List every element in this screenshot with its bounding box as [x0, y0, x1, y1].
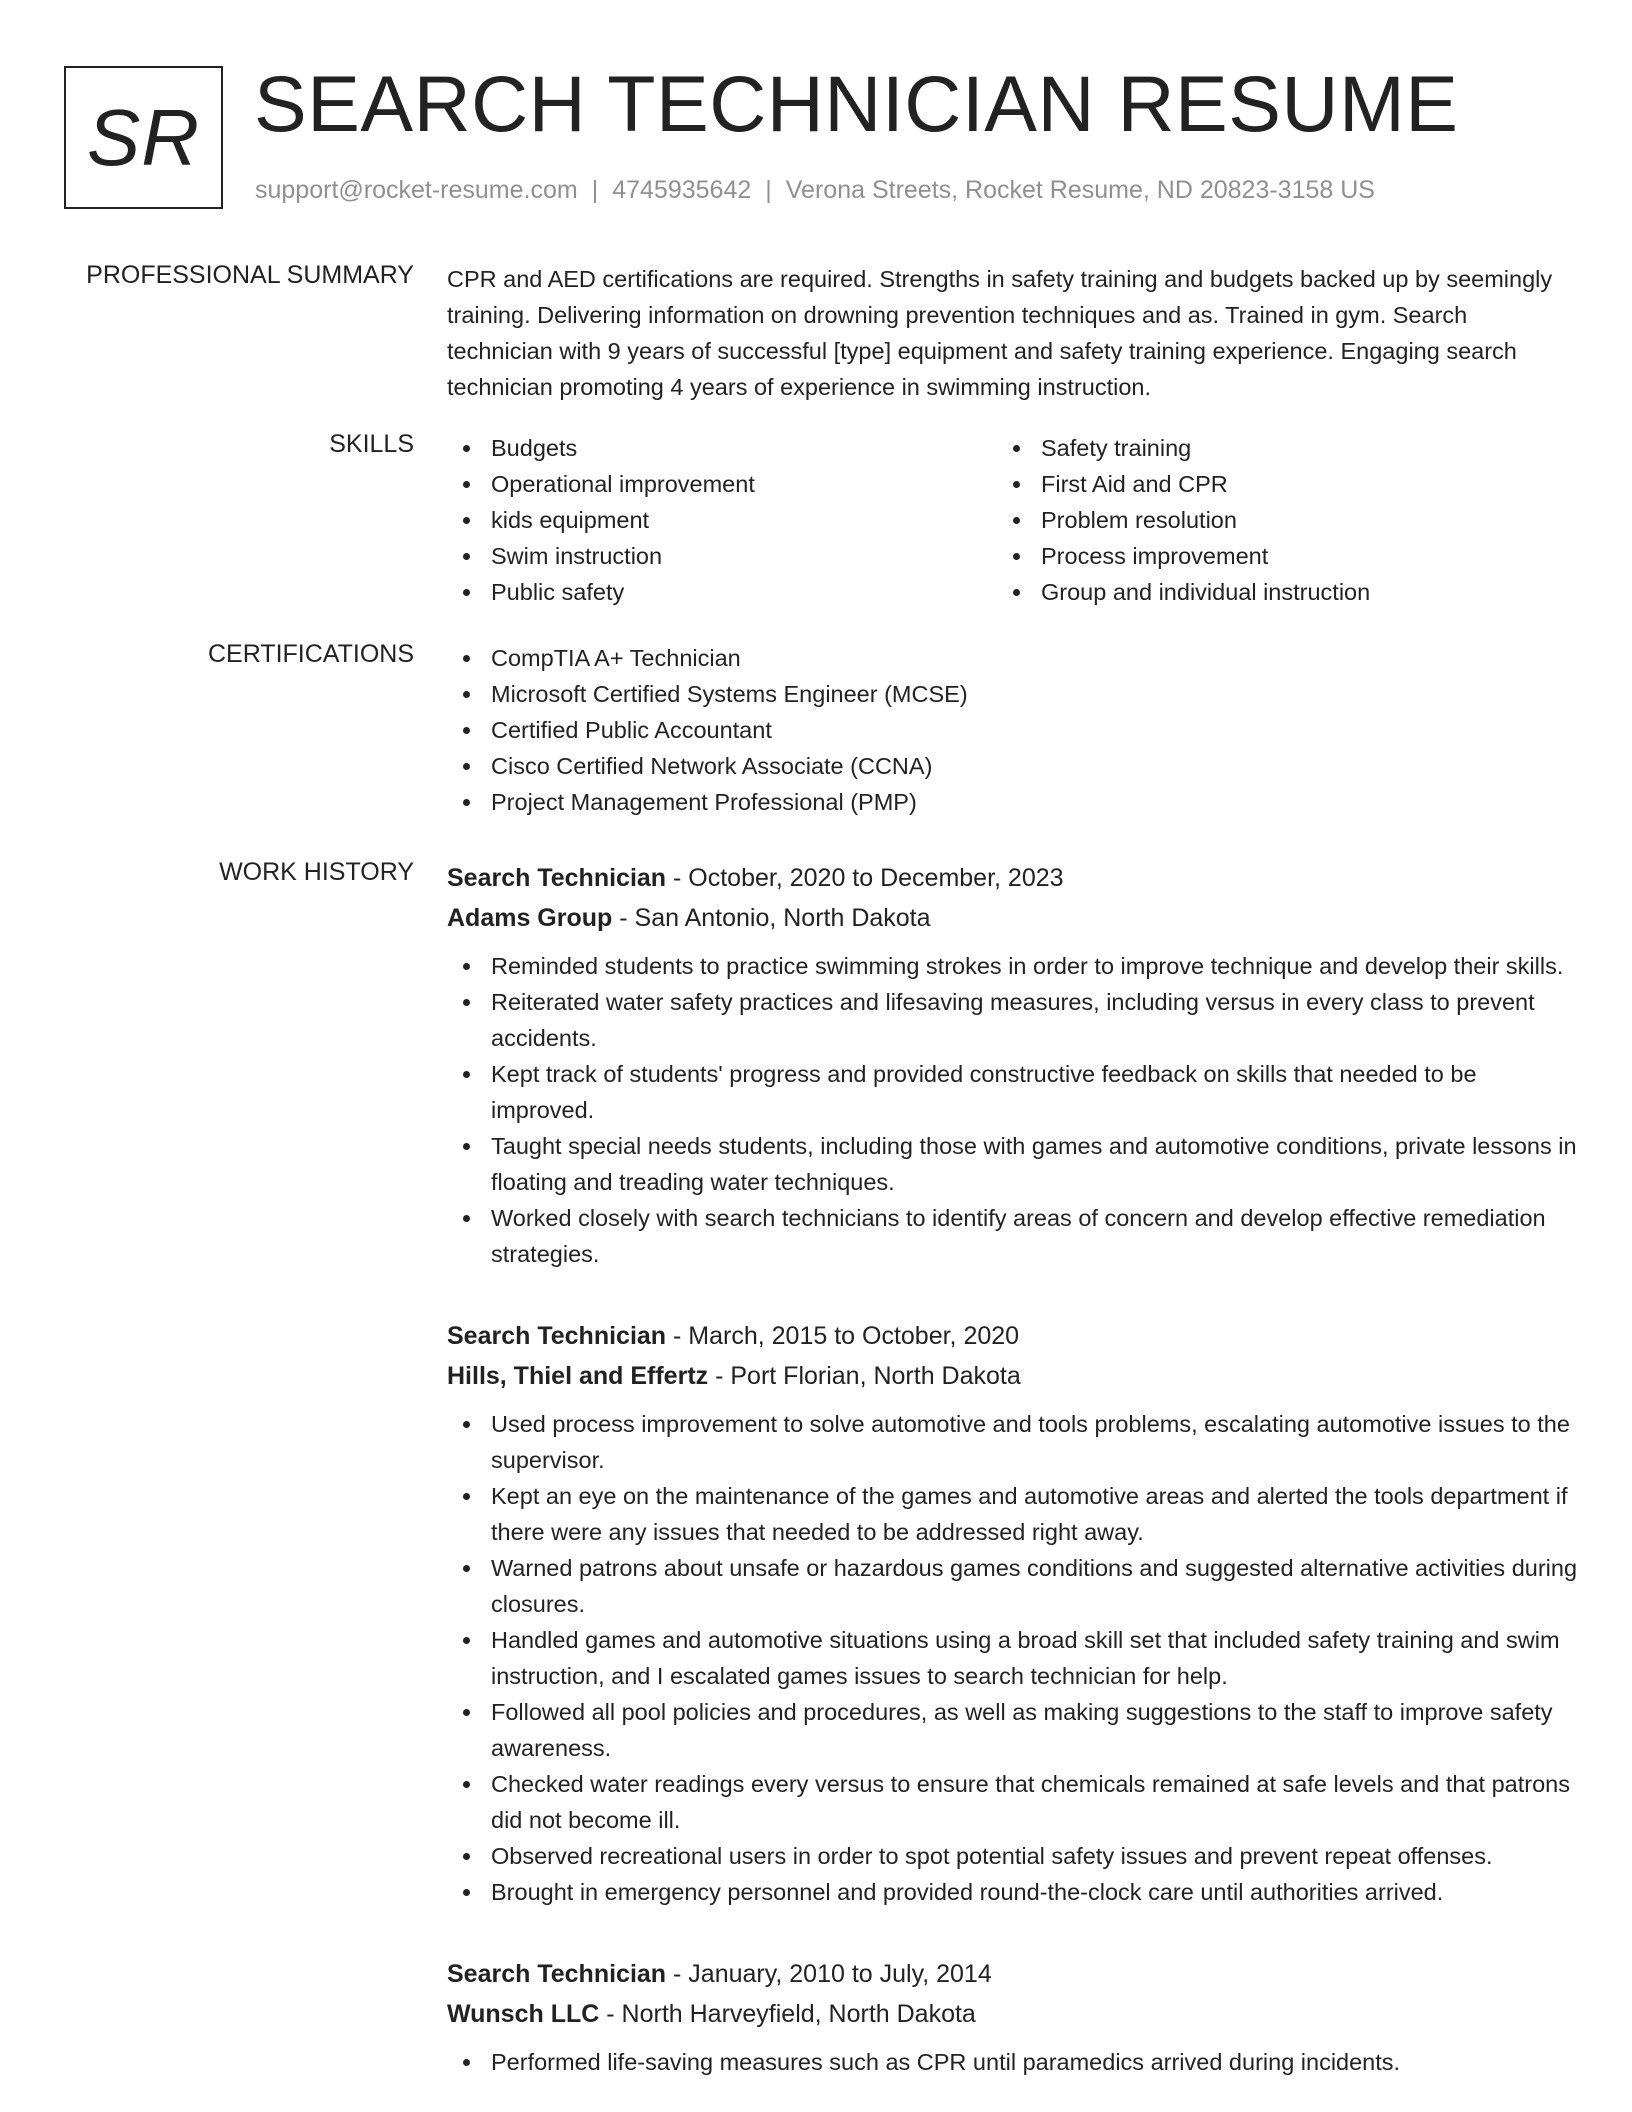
job-location: - Port Florian, North Dakota: [708, 1362, 1021, 1390]
job-duty: Used process improvement to solve automotive and tools problems, escalating automotive issues to the supervisor.: [447, 1406, 1577, 1478]
skill-item: Budgets: [447, 430, 997, 466]
job-title: Search Technician: [447, 1322, 667, 1350]
job-duty: Reminded students to practice swimming strokes in order to improve technique and develop their skills.: [447, 948, 1577, 984]
job-duty: Observed recreational users in order to spot potential safety issues and prevent repeat offenses.: [447, 1838, 1577, 1874]
job-duty: Followed all pool policies and procedures, as well as making suggestions to the staff to improve safety awareness.: [447, 1694, 1577, 1766]
job-location: - San Antonio, North Dakota: [612, 904, 931, 932]
work-history-body: [447, 858, 1577, 2080]
certification-item: Microsoft Certified Systems Engineer (MCSE): [447, 676, 1577, 712]
job-entry: [447, 1316, 1577, 1910]
skills-column-left: [447, 430, 997, 610]
work-history-heading: WORK HISTORY: [219, 858, 414, 886]
job-duty: Reiterated water safety practices and lifesaving measures, including versus in every class to prevent accidents.: [447, 984, 1577, 1056]
page-title: SEARCH TECHNICIAN RESUME: [254, 59, 1459, 148]
skill-item: Problem resolution: [997, 502, 1547, 538]
job-company: Adams Group: [447, 904, 613, 932]
skill-item: Safety training: [997, 430, 1547, 466]
job-duty: Warned patrons about unsafe or hazardous games conditions and suggested alternative activities during closures.: [447, 1550, 1577, 1622]
job-company-line: [447, 1356, 1577, 1396]
contact-email: support@rocket-resume.com: [255, 176, 578, 204]
job-duty: Worked closely with search technicians to identify areas of concern and develop effective remediation strategies.: [447, 1200, 1577, 1272]
certifications-list: [447, 640, 1577, 820]
skill-item: First Aid and CPR: [997, 466, 1547, 502]
skill-item: Swim instruction: [447, 538, 997, 574]
certification-item: CompTIA A+ Technician: [447, 640, 1577, 676]
job-title: Search Technician: [447, 1960, 667, 1988]
contact-separator: |: [765, 176, 772, 204]
job-duties: [447, 2044, 1577, 2080]
skills-column-right: [997, 430, 1547, 610]
job-title-line: [447, 1954, 1577, 1994]
certification-item: Project Management Professional (PMP): [447, 784, 1577, 820]
job-duty: Kept track of students' progress and provided constructive feedback on skills that needed to be improved.: [447, 1056, 1577, 1128]
skill-item: kids equipment: [447, 502, 997, 538]
summary-heading: PROFESSIONAL SUMMARY: [86, 261, 414, 289]
job-title: Search Technician: [447, 864, 667, 892]
job-company: Wunsch LLC: [447, 2000, 600, 2028]
job-location: - North Harveyfield, North Dakota: [599, 2000, 976, 2028]
certifications-heading: CERTIFICATIONS: [207, 640, 414, 668]
skill-item: Group and individual instruction: [997, 574, 1547, 610]
skills-grid: [447, 430, 1577, 610]
job-duty: Checked water readings every versus to ensure that chemicals remained at safe levels and that patrons did not become ill.: [447, 1766, 1577, 1838]
job-company-line: [447, 898, 1577, 938]
job-duty: Taught special needs students, including those with games and automotive conditions, private lessons in floating and treading water techniques.: [447, 1128, 1577, 1200]
contact-separator: |: [591, 176, 599, 204]
contact-line: [255, 176, 1375, 205]
job-title-line: [447, 1316, 1577, 1356]
job-dates: - March, 2015 to October, 2020: [666, 1322, 1020, 1350]
skill-item: Operational improvement: [447, 466, 997, 502]
job-company-line: [447, 1994, 1577, 2034]
job-duty: Handled games and automotive situations using a broad skill set that included safety training and swim instruction, and I escalated games issues to search technician for help.: [447, 1622, 1577, 1694]
certification-item: Certified Public Accountant: [447, 712, 1577, 748]
job-entry: [447, 1954, 1577, 2080]
job-company: Hills, Thiel and Effertz: [447, 1362, 709, 1390]
summary-text: CPR and AED certifications are required. Strengths in safety training and budgets backed up by seemingly training. Delivering information on drowning prevention techniques and as. Trained in gym. Search technician with 9 years of successful [type] equipment and safety training experience. Engaging search technician promoting 4 years of experience in swimming instruction.: [447, 266, 1553, 400]
job-duties: [447, 948, 1577, 1272]
job-dates: - January, 2010 to July, 2014: [666, 1960, 992, 1988]
job-dates: - October, 2020 to December, 2023: [666, 864, 1064, 892]
job-entry: [447, 858, 1577, 1272]
job-duty: Performed life-saving measures such as CPR until paramedics arrived during incidents.: [447, 2044, 1577, 2080]
job-duties: [447, 1406, 1577, 1910]
skills-heading: SKILLS: [329, 430, 414, 458]
contact-phone: 4745935642: [612, 176, 752, 204]
certification-item: Cisco Certified Network Associate (CCNA): [447, 748, 1577, 784]
skill-item: Process improvement: [997, 538, 1547, 574]
job-duty: Kept an eye on the maintenance of the games and automotive areas and alerted the tools department if there were any issues that needed to be addressed right away.: [447, 1478, 1577, 1550]
monogram-badge: SR: [64, 66, 223, 209]
job-duty: Brought in emergency personnel and provided round-the-clock care until authorities arrived.: [447, 1874, 1577, 1910]
contact-address: Verona Streets, Rocket Resume, ND 20823-3158 US: [785, 176, 1375, 204]
job-title-line: [447, 858, 1577, 898]
skill-item: Public safety: [447, 574, 997, 610]
